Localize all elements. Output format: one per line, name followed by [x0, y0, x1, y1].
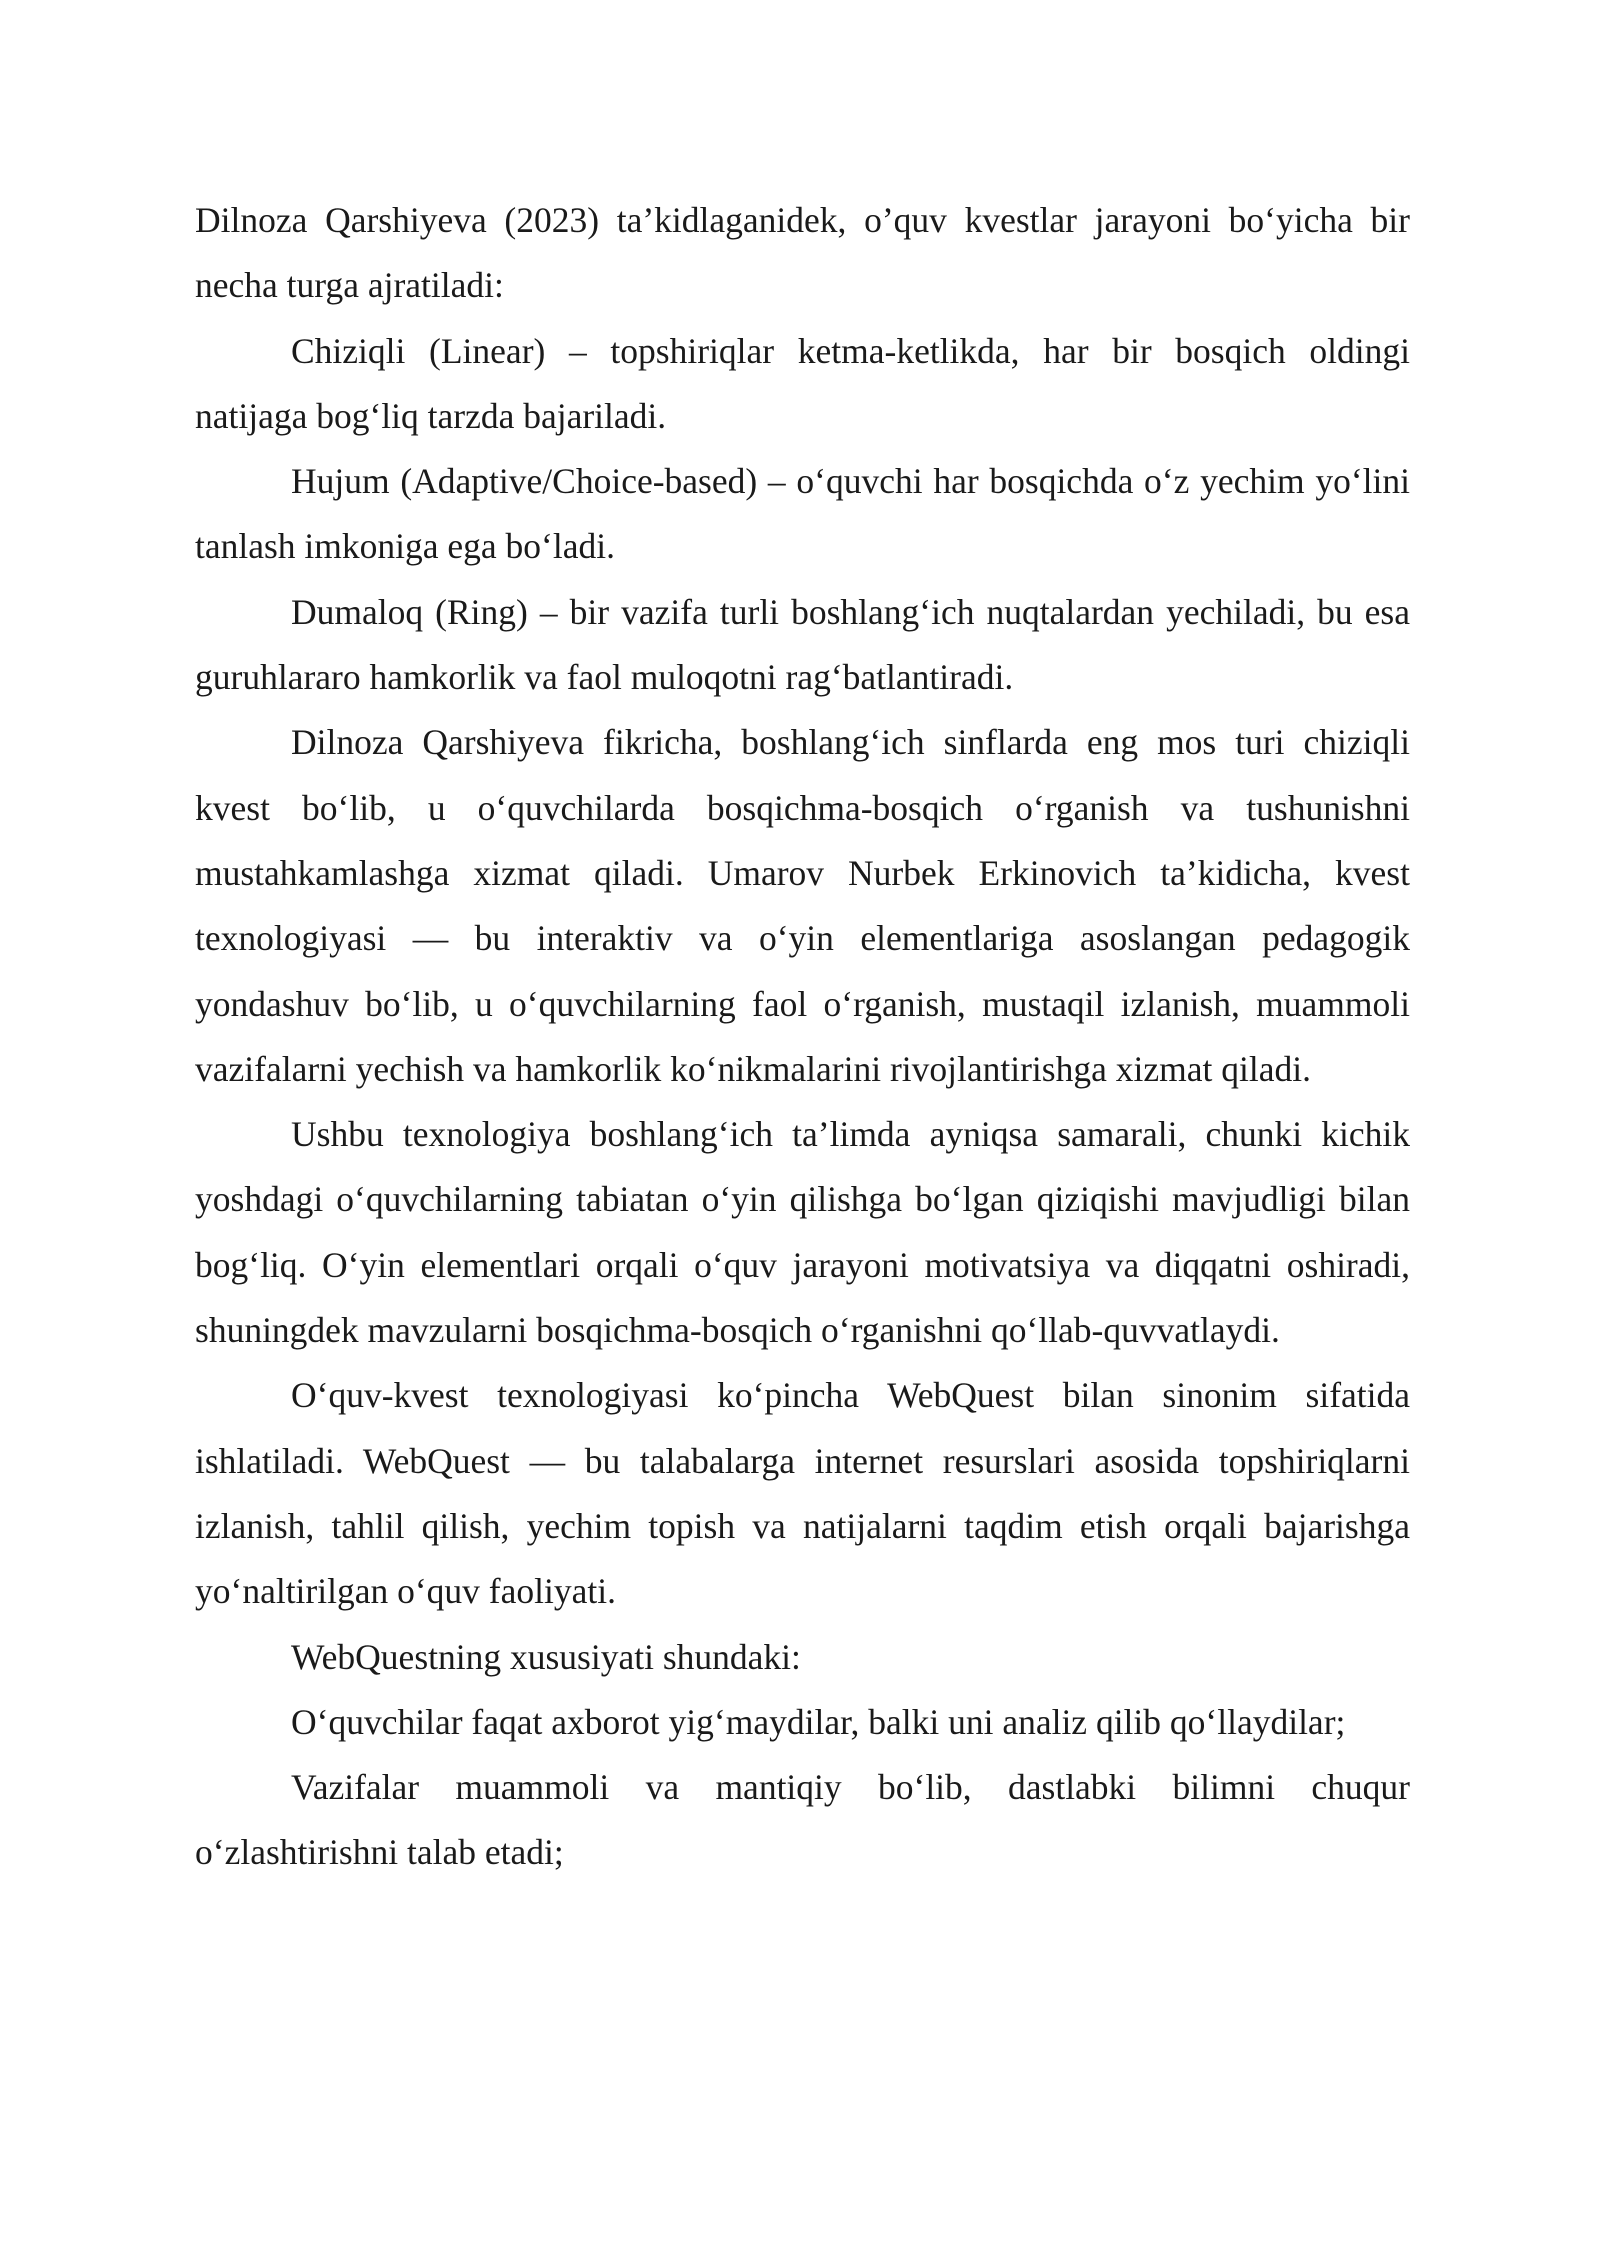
paragraph-ring-type: Dumaloq (Ring) – bir vazifa turli boshlang‘ich nuqtalardan yechiladi, bu esa guruhlararo hamkorlik va faol muloqotni rag‘batlantiradi.: [195, 591, 1410, 698]
paragraph-webquest-features-heading: WebQuestning xususiyati shundaki:: [291, 1636, 801, 1677]
paragraph-quest-technology: Dilnoza Qarshiyeva fikricha, boshlang‘ich sinflarda eng mos turi chiziqli kvest bo‘lib, u o‘quvchilarda bosqichma-bosqich o‘rganish va tushunishni mustahkamlashga xizmat qiladi. Umarov Nurbek Erkinovich ta’kidicha, kvest texnologiyasi — bu interaktiv va o‘yin elementlariga asoslangan pedagogik yondashuv bo‘lib, u o‘quvchilarning faol o‘rganish, mustaqil izlanish, muammoli vazifalarni yechish va hamkorlik ko‘nikmalarini rivojlantirishga xizmat qiladi.: [195, 722, 1410, 1089]
paragraph-quest-types-intro: Dilnoza Qarshiyeva (2023) ta’kidlaganidek, o’quv kvestlar jarayoni bo‘yicha bir necha turga ajratiladi:: [195, 200, 1410, 306]
paragraph-webquest-definition: O‘quv-kvest texnologiyasi ko‘pincha WebQuest bilan sinonim sifatida ishlatiladi. WebQuest — bu talabalarga internet resurslari asosida topshiriqlarni izlanish, tahlil qilish, yechim topish va natijalarni taqdim etish orqali bajarishga yo‘naltirilgan o‘quv faoliyati.: [195, 1375, 1410, 1612]
document-body: [195, 188, 1410, 1886]
paragraph-primary-education: Ushbu texnologiya boshlang‘ich ta’limda ayniqsa samarali, chunki kichik yoshdagi o‘quvchilarning tabiatan o‘yin qilishga bo‘lgan qiziqishi mavjudligi bilan bog‘liq. O‘yin elementlari orqali o‘quv jarayoni motivatsiya va diqqatni oshiradi, shuningdek mavzularni bosqichma-bosqich o‘rganishni qo‘llab-quvvatlaydi.: [195, 1114, 1410, 1351]
paragraph-adaptive-type: Hujum (Adaptive/Choice-based) – o‘quvchi har bosqichda o‘z yechim yo‘lini tanlash imkoniga ega bo‘ladi.: [195, 461, 1410, 567]
paragraph-linear-type: Chiziqli (Linear) – topshiriqlar ketma-ketlikda, har bir bosqich oldingi natijaga bog‘liq tarzda bajariladi.: [195, 330, 1410, 436]
paragraph-webquest-feature-2: Vazifalar muammoli va mantiqiy bo‘lib, dastlabki bilimni chuqur o‘zlashtirishni talab etadi;: [195, 1767, 1410, 1873]
paragraph-webquest-feature-1: O‘quvchilar faqat axborot yig‘maydilar, balki uni analiz qilib qo‘llaydilar;: [291, 1701, 1346, 1742]
